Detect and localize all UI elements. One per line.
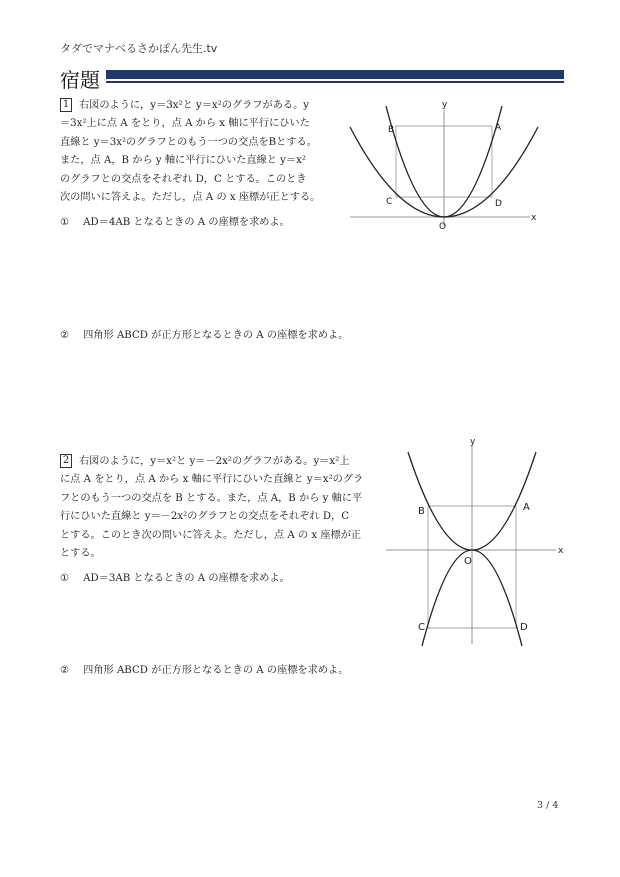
label-y: y	[470, 437, 476, 447]
problem-1-line: ＝3x²上に点 A をとり，点 A から x 軸に平行にひいた	[60, 118, 310, 130]
question-mark: ②	[60, 665, 70, 676]
title-bar-underline	[106, 81, 564, 83]
site-name: タダでマナべるさかぽん先生.tv	[60, 42, 218, 55]
label-o: O	[439, 222, 447, 232]
problem-1-line: 右図のように，y＝3x²と y＝x²のグラフがある。y	[79, 100, 310, 111]
problem-1-question-1	[60, 213, 290, 228]
label-c: C	[418, 622, 425, 633]
question-text: AD＝4AB となるときの A の座標を求めよ。	[83, 217, 290, 228]
problem-2-line: とする。	[60, 548, 101, 560]
label-c: C	[386, 197, 393, 207]
problem-1-line: また，点 A，B から y 軸に平行にひいた直線と y＝x²	[60, 155, 306, 167]
label-b: B	[388, 125, 395, 135]
problem-2-line: とする。このとき次の問いに答えよ。ただし，点 A の x 座標が正	[60, 529, 362, 541]
label-y: y	[442, 100, 448, 110]
label-d: D	[520, 622, 528, 633]
title-bar	[106, 70, 564, 79]
label-d: D	[495, 199, 502, 209]
problem-1-question-2	[60, 326, 348, 341]
question-mark: ①	[60, 217, 70, 228]
question-mark: ②	[60, 330, 70, 341]
problem-1-text	[60, 97, 320, 207]
label-a: A	[523, 502, 530, 513]
label-b: B	[418, 506, 425, 517]
problem-2-question-2	[60, 661, 348, 676]
problem-2-line: 行にひいた直線と y＝－2x²のグラフとの交点をそれぞれ D，C	[60, 511, 350, 523]
problem-1-line: のグラフとの交点をそれぞれ D，C とする。このとき	[60, 173, 307, 185]
problem-1-number: 1	[60, 98, 72, 112]
label-a: A	[495, 123, 502, 133]
problem-2-line: に点 A をとり，点 A から x 軸に平行にひいた直線と y＝x²のグラ	[60, 474, 364, 486]
question-mark: ①	[60, 573, 70, 584]
label-x: x	[531, 213, 537, 223]
problem-2-line: 右図のように，y＝x²と y＝－2x²のグラフがある。y＝x²上	[79, 456, 350, 467]
problem-2-question-1	[60, 569, 290, 584]
question-text: 四角形 ABCD が正方形となるときの A の座標を求めよ。	[83, 330, 349, 341]
problem-2-text	[60, 453, 363, 563]
page-number: 3 / 4	[537, 800, 559, 811]
question-text: 四角形 ABCD が正方形となるときの A の座標を求めよ。	[83, 665, 349, 676]
label-o: O	[464, 556, 472, 567]
problem-1-graph	[330, 96, 550, 236]
problem-1-line: 直線と y＝3x²のグラフとのもう一つの交点をBとする。	[60, 136, 317, 148]
page-title: 宿題	[60, 68, 100, 92]
problem-2-graph	[380, 434, 580, 649]
question-text: AD＝3AB となるときの A の座標を求めよ。	[83, 573, 290, 584]
problem-2-number: 2	[60, 454, 72, 468]
problem-2-line: フとのもう一つの交点を B とする。また，点 A，B から y 軸に平	[60, 492, 363, 504]
label-x: x	[558, 546, 564, 556]
problem-1-line: 次の問いに答えよ。ただし，点 A の x 座標が正とする。	[60, 192, 321, 204]
